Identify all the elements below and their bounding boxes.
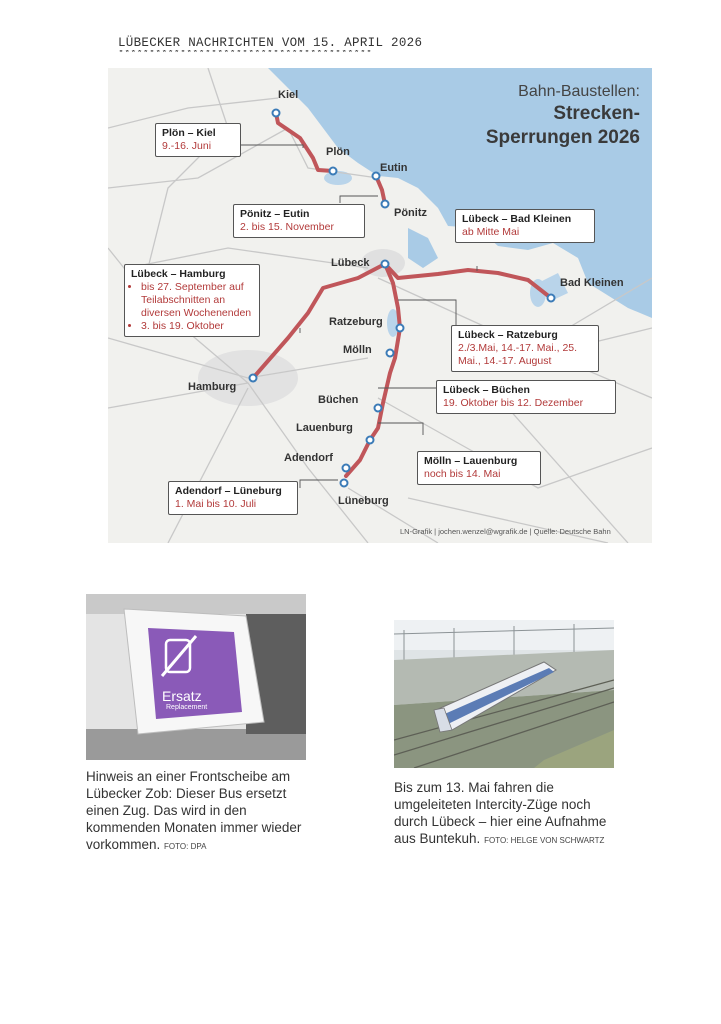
box-ploen-kiel-date: 9.-16. Juni [162,140,212,152]
box-luebeck-ratzeburg-title: Lübeck – Ratzeburg [458,329,558,341]
photo-ersatz-sign [86,594,306,760]
caption-photo1 [86,768,312,855]
caption-photo2-text: Bis zum 13. Mai fahren die umgeleiteten Intercity-Züge noch durch Lübeck – hier eine Aufnahme aus Buntekuh. [394,780,607,846]
map-title-big [410,102,640,150]
photo-intercity-train-image [394,620,614,768]
box-luebeck-ratzeburg-date: 2./3.Mai, 14.-17. Mai., 25. Mai., 14.-17. August [458,342,578,367]
caption-photo2-credit: FOTO: HELGE VON SCHWARTZ [484,836,605,845]
sign-text: Ersatz [162,688,202,704]
box-adendorf-lueneburg-date: 1. Mai bis 10. Juli [175,498,257,510]
city-hamburg: Hamburg [188,381,237,393]
box-moelln-lauenburg-date: noch bis 14. Mai [424,468,501,480]
box-poenitz-eutin-date: 2. bis 15. November [240,221,334,233]
box-poenitz-eutin [233,204,365,238]
newspaper-header [118,36,458,60]
map-title-line2: Sperrungen 2026 [485,127,640,148]
box-luebeck-hamburg-list [131,281,253,333]
box-poenitz-eutin-title: Pönitz – Eutin [240,208,310,220]
city-lauenburg: Lauenburg [296,422,353,434]
photo-ersatz-sign-image [86,594,306,760]
box-luebeck-hamburg-item2: • 3. bis 19. Oktober [141,320,253,333]
box-adendorf-lueneburg [168,481,298,515]
box-ploen-kiel [155,123,241,157]
box-luebeck-bad-kleinen-date: ab Mitte Mai [462,226,520,238]
box-luebeck-hamburg-title: Lübeck – Hamburg [131,268,226,280]
city-bad-kleinen: Bad Kleinen [560,277,624,289]
city-lueneburg: Lüneburg [338,495,389,507]
city-poenitz: Pönitz [394,207,427,219]
sign-subtext: Replacement [166,704,208,711]
city-kiel: Kiel [278,89,299,101]
city-eutin: Eutin [380,162,408,174]
photo-intercity-train [394,620,614,768]
header-stars: ***************************************** [118,50,373,60]
city-ploen: Plön [326,146,350,158]
box-luebeck-ratzeburg [451,325,599,372]
box-luebeck-hamburg-item1: • bis 27. September auf Teilabschnitten an diversen Wochenenden [141,281,253,320]
box-luebeck-bad-kleinen-title: Lübeck – Bad Kleinen [462,213,572,225]
caption-photo2 [394,779,620,849]
box-moelln-lauenburg-title: Mölln – Lauenburg [424,455,518,467]
header-title: LÜBECKER NACHRICHTEN VOM 15. APRIL 2026 [118,36,423,50]
map-title-line1: Strecken- [553,103,640,124]
box-luebeck-buechen-title: Lübeck – Büchen [443,384,530,396]
box-luebeck-hamburg [124,264,260,337]
city-buechen: Büchen [318,394,359,406]
caption-photo1-credit: FOTO: DPA [164,842,207,851]
box-ploen-kiel-title: Plön – Kiel [162,127,216,139]
box-adendorf-lueneburg-title: Adendorf – Lüneburg [175,485,282,497]
box-luebeck-bad-kleinen [455,209,595,243]
city-moelln: Mölln [343,344,372,356]
city-ratzeburg: Ratzeburg [329,316,383,328]
city-adendorf: Adendorf [284,452,333,464]
box-luebeck-buechen [436,380,616,414]
map-title-small: Bahn-Baustellen: [518,83,640,100]
city-luebeck: Lübeck [331,257,370,269]
map-graphic [108,68,652,543]
map-credit: LN-Grafik | jochen.wenzel@wgrafik.de | Quelle: Deutsche Bahn [400,527,611,536]
box-luebeck-buechen-date: 19. Oktober bis 12. Dezember [443,397,584,409]
caption-photo1-text: Hinweis an einer Frontscheibe am Lübecker Zob: Dieser Bus ersetzt einen Zug. Das wird in den kommenden Monaten immer wieder vorkommen. [86,769,302,852]
box-moelln-lauenburg [417,451,541,485]
